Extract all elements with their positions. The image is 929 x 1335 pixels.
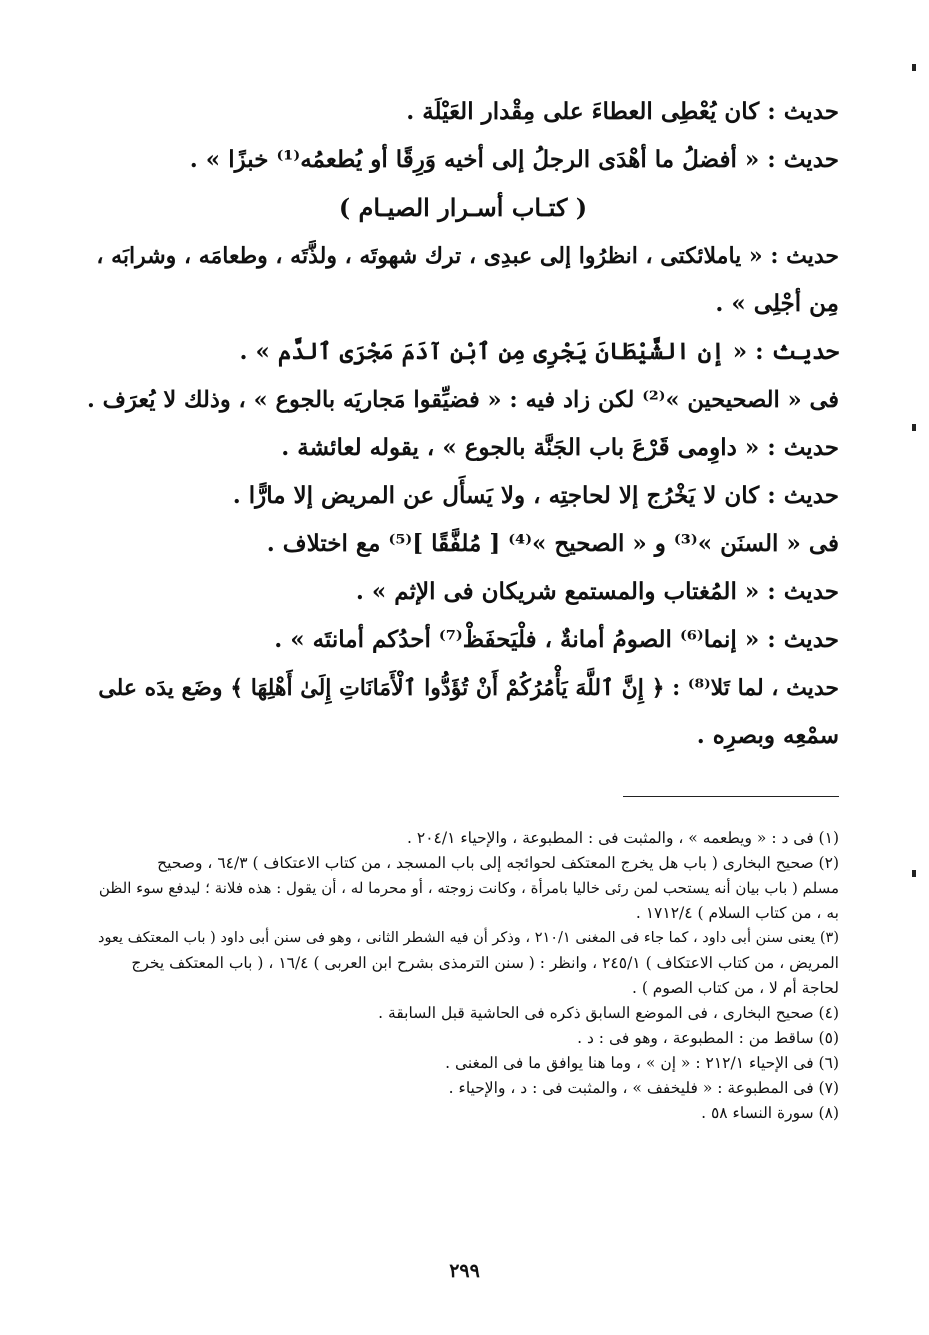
- hadith-line: حديث : « إن الشَّيْطَانَ يَجْرِى مِنِ ٱبْنِ آدَمَ مَجْرَى ٱلدَّم » .: [239, 338, 839, 365]
- footnote-line: (٣) يعنى سنن أبى داود ، كما جاء فى المغنى ٢١٠/١ ، وذكر أن فيه الشطر الثانى ، وهو فى سنن أبى داود ( باب المعتكف يعود: [98, 930, 839, 946]
- footnote-line: (٦) فى الإحياء ٢١٢/١ : « إن » ، وما هنا يوافق ما فى المغنى .: [445, 1054, 839, 1072]
- footnote-line: به ، من كتاب السلام ) ١٧١٢/٤ .: [635, 904, 839, 922]
- margin-mark: [912, 424, 916, 431]
- hadith-line: فى « الصحيحين »⁽²⁾ لكن زاد فيه : « فضيِّقوا مَجاريَه بالجوع » ، وذلك لا يُعرَف .: [87, 387, 839, 413]
- hadith-line: حديث : « المُغتاب والمستمع شريكان فى الإثم » .: [355, 578, 839, 605]
- hadith-line: حديث : كان لا يَخْرُج إلا لحاجتِه ، ولا يَسأَل عن المريض إلا مارًّا .: [232, 482, 839, 509]
- section-heading: ( كتـاب أسـرار الصيـام ): [338, 193, 588, 222]
- footnote-line: (٥) ساقط من : المطبوعة ، وهو فى : د .: [577, 1029, 839, 1047]
- footnote-line: المريض ، من كتاب الاعتكاف ) ٢٤٥/١ ، وانظر : ( سنن الترمذى بشرح ابن العربى ) ١٦/٤ ، ( باب المعتكف يخرج: [131, 954, 839, 972]
- hadith-line: حديث : « ياملائكتى ، انظرُوا إلى عبدِى ، ترك شهوتَه ، ولذَّتَه ، وطعامَه ، وشرابَه ،: [96, 243, 839, 269]
- main-text: [87, 88, 839, 760]
- footnote-line: لحاجة أم لا ، من كتاب الصوم ) .: [631, 979, 839, 997]
- hadith-line: فى « السنَن »⁽³⁾ و « الصحيح »⁽⁴⁾ [ مُلفَّقًا ]⁽⁵⁾ مع اختلاف .: [266, 530, 839, 557]
- hadith-line: حديث : كان يُعْطِى العطاءَ على مِقْدار العَيْلَة .: [406, 98, 839, 125]
- footnotes: [87, 826, 839, 1126]
- footnote-line: (٤) صحيح البخارى ، فى الموضع السابق ذكره فى الحاشية قبل السابقة .: [378, 1004, 839, 1022]
- margin-mark: [912, 64, 916, 71]
- footnote-line: (٧) فى المطبوعة : « فليخفف » ، والمثبت فى : د ، والإحياء .: [448, 1079, 839, 1097]
- hadith-line: حديث ، لما تَلا⁽⁸⁾ : ﴿ إِنَّ ٱللَّهَ يَأْمُرُكُمْ أَنْ تُؤَدُّوا ٱلْأَمَانَاتِ إِلَىٰ أَهْلِهَا ﴾ وضَع يدَه على: [98, 675, 839, 701]
- footnote-line: مسلم ( باب بيان أنه يستحب لمن رئى خاليا بامرأة ، وكانت زوجته ، أو محرما له ، أن يقول : هذه فلانة ؛ ليدفع سوء الظن: [98, 879, 839, 897]
- hadith-line: حديث : « داوِمى قَرْعَ باب الجَنَّة بالجوع » ، يقوله لعائشة .: [281, 434, 839, 461]
- hadith-line: مِن أجْلِى » .: [715, 290, 839, 317]
- footnote-divider: [623, 796, 839, 797]
- footnote-line: (٨) سورة النساء ٥٨ .: [701, 1104, 839, 1122]
- page-number: ٢٩٩: [449, 1260, 480, 1282]
- hadith-line: حديث : « أفضلُ ما أهْدَى الرجلُ إلى أخيه وَرِقًا أو يُطعمُه⁽¹⁾ خبزًا » .: [189, 146, 839, 173]
- margin-mark: [912, 870, 916, 877]
- hadith-line: سمْعِه وبصرِه .: [696, 722, 839, 749]
- footnote-line: (١) فى د : « ويطعمه » ، والمثبت فى : المطبوعة ، والإحياء ٢٠٤/١ .: [407, 829, 839, 847]
- footnote-line: (٢) صحيح البخارى ( باب هل يخرج المعتكف لحوائجه إلى باب المسجد ، من كتاب الاعتكاف ) ٦٤/٣ ، وصحيح: [157, 854, 839, 872]
- hadith-line: حديث : « إنما⁽⁶⁾ الصومُ أمانةٌ ، فلْيَحفَظْ⁽⁷⁾ أحدُكم أمانتَه » .: [274, 626, 839, 653]
